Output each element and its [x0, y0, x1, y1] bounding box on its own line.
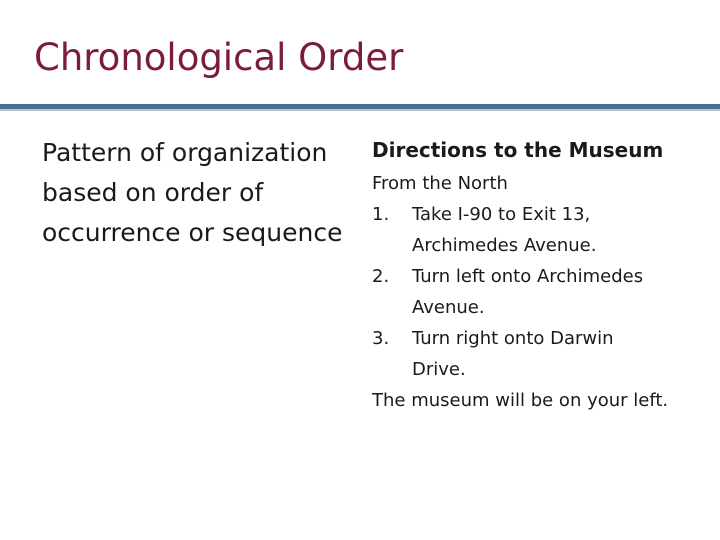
step-text: [412, 323, 692, 385]
directions-heading: Directions to the Museum: [372, 138, 664, 162]
direction-step: [372, 261, 692, 323]
step-number: 2.: [372, 266, 390, 287]
directions-intro: From the North: [372, 173, 508, 194]
slide-title: Chronological Order: [34, 36, 404, 79]
step-number: 3.: [372, 328, 390, 349]
step-line: Turn right onto Darwin: [412, 328, 614, 349]
step-line: Take I-90 to Exit 13,: [412, 204, 591, 225]
step-line: Drive.: [412, 359, 466, 380]
step-text: [412, 199, 692, 261]
title-divider-shadow: [0, 109, 720, 111]
directions-steps: [372, 199, 692, 385]
step-line: Turn left onto Archimedes: [412, 266, 644, 287]
step-line: Archimedes Avenue.: [412, 235, 597, 256]
step-text: [412, 261, 692, 323]
directions-closing: The museum will be on your left.: [372, 390, 669, 411]
definition-text: Pattern of organization based on order of occurrence or sequence: [42, 138, 343, 247]
step-line: Avenue.: [412, 297, 485, 318]
directions-panel: [372, 132, 692, 416]
direction-step: [372, 199, 692, 261]
step-number: 1.: [372, 204, 390, 225]
direction-step: [372, 323, 692, 385]
